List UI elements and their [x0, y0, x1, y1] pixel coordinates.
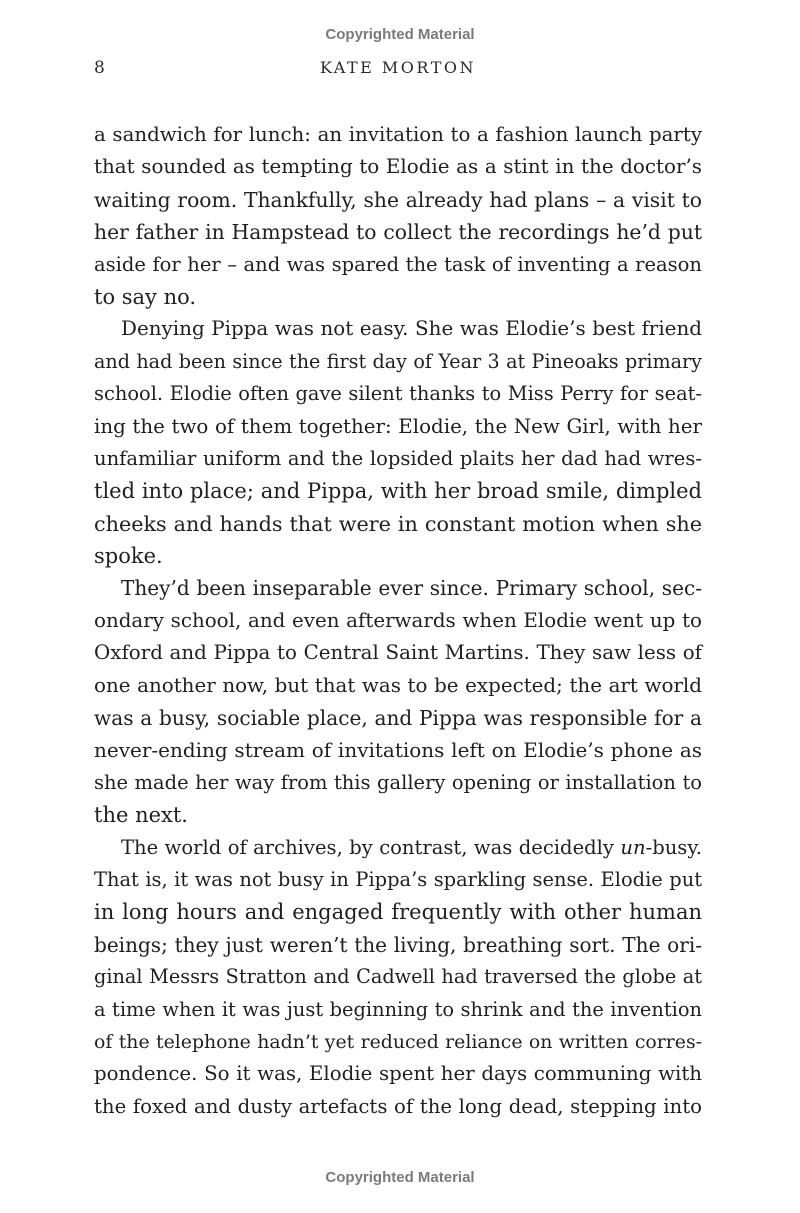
text-line: of the telephone hadn’t yet reduced reliance on written corres-	[94, 1030, 702, 1053]
text-line: ginal Messrs Stratton and Cadwell had traversed the globe at	[94, 965, 702, 989]
text-line: in long hours and engaged frequently with other human	[94, 900, 702, 925]
text-line: and had been since the first day of Year 3 at Pineoaks primary	[94, 349, 702, 373]
paragraph-3	[94, 572, 702, 831]
running-head	[94, 58, 702, 82]
text-line: waiting room. Thankfully, she already had plans – a visit to	[94, 187, 702, 212]
text-line: a sandwich for lunch: an invitation to a fashion launch party	[94, 123, 702, 146]
text-line: one another now, but that was to be expected; the art world	[94, 673, 702, 697]
text-line: never-ending stream of invitations left on Elodie’s phone as	[94, 738, 702, 763]
paragraph-1	[94, 119, 702, 313]
text-line: They’d been inseparable ever since. Primary school, sec-	[121, 576, 702, 601]
text-line: a time when it was just beginning to shrink and the invention	[94, 997, 702, 1021]
paragraph-4	[94, 832, 702, 1124]
text-line: aside for her – and was spared the task of inventing a reason	[94, 252, 702, 276]
text-line: spoke.	[94, 544, 163, 569]
text-line: school. Elodie often gave silent thanks to Miss Perry for seat-	[94, 382, 702, 406]
text-segment: -busy.	[645, 835, 702, 859]
text-line: unfamiliar uniform and the lopsided plaits her dad had wres-	[94, 446, 702, 470]
paragraph-2	[94, 313, 702, 572]
text-line	[94, 832, 702, 864]
text-line: tled into place; and Pippa, with her broad smile, dimpled	[94, 479, 702, 504]
text-line: pondence. So it was, Elodie spent her days communing with	[94, 1062, 702, 1086]
text-line: cheeks and hands that were in constant motion when she	[94, 511, 702, 536]
text-line: That is, it was not busy in Pippa’s sparkling sense. Elodie put	[94, 867, 702, 891]
text-line: was a busy, sociable place, and Pippa was responsible for a	[94, 706, 702, 731]
copyright-notice-bottom: Copyrighted Material	[325, 1169, 475, 1186]
text-line: the next.	[94, 803, 188, 828]
text-line: to say no.	[94, 284, 197, 309]
copyright-notice-top: Copyrighted Material	[325, 26, 475, 43]
text-line: that sounded as tempting to Elodie as a stint in the doctor’s	[94, 155, 702, 179]
body-text	[94, 119, 702, 1123]
text-line: Denying Pippa was not easy. She was Elodie’s best friend	[121, 317, 702, 341]
text-line: the foxed and dusty artefacts of the long dead, stepping into	[94, 1094, 702, 1118]
text-line: ondary school, and even afterwards when Elodie went up to	[94, 608, 702, 632]
emphasized-text: un	[620, 835, 646, 859]
author-name: KATE MORTON	[320, 58, 476, 77]
page-number: 8	[94, 58, 105, 78]
text-line: her father in Hampstead to collect the recordings he’d put	[94, 220, 702, 245]
text-line: beings; they just weren’t the living, breathing sort. The ori-	[94, 932, 702, 957]
text-line: she made her way from this gallery opening or installation to	[94, 770, 702, 794]
text-line: ing the two of them together: Elodie, the New Girl, with her	[94, 414, 702, 438]
text-line: Oxford and Pippa to Central Saint Martins. They saw less of	[94, 641, 702, 665]
text-segment: The world of archives, by contrast, was decidedly	[121, 835, 621, 859]
